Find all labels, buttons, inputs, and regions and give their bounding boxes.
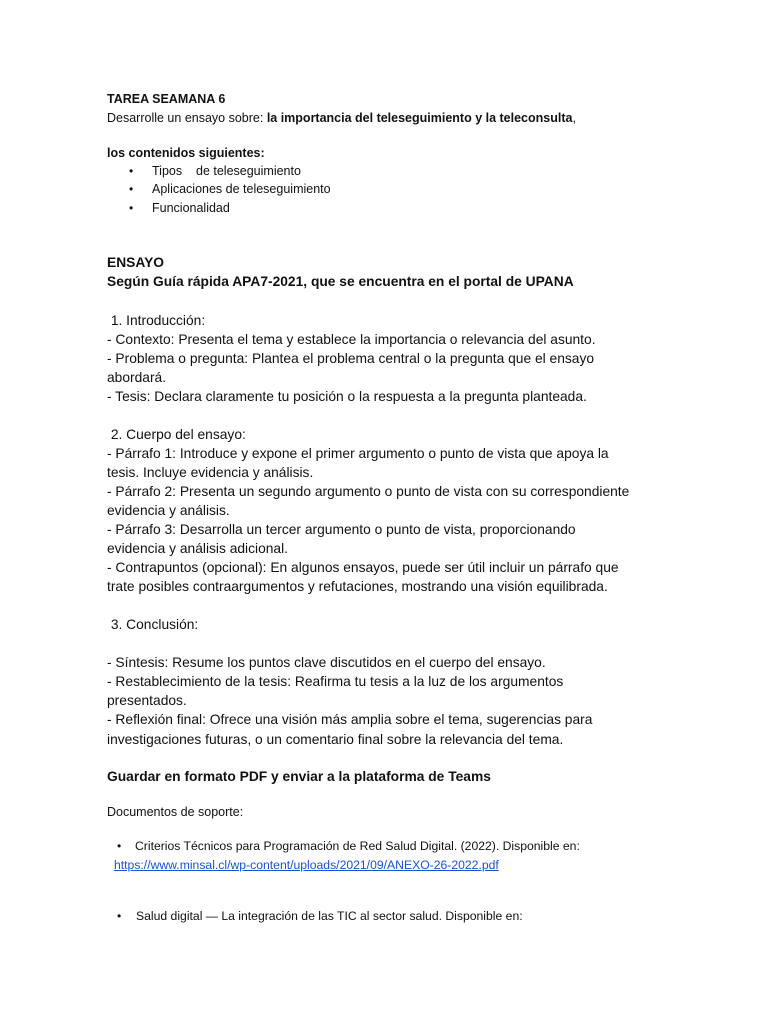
essay-line: tesis. Incluye evidencia y análisis. xyxy=(107,465,314,480)
bullet-icon: • xyxy=(117,839,122,853)
essay-line: - Tesis: Declara claramente tu posición o la respuesta a la pregunta planteada. xyxy=(107,389,587,404)
contents-item: Funcionalidad xyxy=(152,201,230,215)
essay-guide: Según Guía rápida APA7-2021, que se encuentra en el portal de UPANA xyxy=(107,274,574,289)
essay-line: - Párrafo 3: Desarrolla un tercer argumento o punto de vista, proporcionando xyxy=(107,522,576,537)
essay-line: trate posibles contraargumentos y refutaciones, mostrando una visión equilibrada. xyxy=(107,579,608,594)
bullet-icon: • xyxy=(129,201,134,215)
essay-line: - Restablecimiento de la tesis: Reafirma tu tesis a la luz de los argumentos xyxy=(107,674,564,689)
essay-line: - Problema o pregunta: Plantea el problema central o la pregunta que el ensayo xyxy=(107,351,595,366)
submit-instruction: Guardar en formato PDF y enviar a la plataforma de Teams xyxy=(107,769,491,784)
essay-title: ENSAYO xyxy=(107,255,164,270)
bullet-icon: • xyxy=(129,182,134,196)
support-item-text: Criterios Técnicos para Programación de Red Salud Digital. (2022). Disponible en: xyxy=(135,839,580,853)
section-heading-body: 2. Cuerpo del ensayo: xyxy=(107,427,246,442)
support-item-link[interactable]: https://www.minsal.cl/wp-content/uploads/2021/09/ANEXO-26-2022.pdf xyxy=(114,858,499,872)
contents-label: los contenidos siguientes: xyxy=(107,146,265,160)
essay-line: - Contexto: Presenta el tema y establece la importancia o relevancia del asunto. xyxy=(107,332,596,347)
assignment-instruction xyxy=(107,111,576,125)
essay-line: presentados. xyxy=(107,693,187,708)
bullet-icon: • xyxy=(129,164,134,178)
support-label: Documentos de soporte: xyxy=(107,805,244,819)
essay-line: - Párrafo 2: Presenta un segundo argumento o punto de vista con su correspondiente xyxy=(107,484,630,499)
essay-line: - Párrafo 1: Introduce y expone el primer argumento o punto de vista que apoya la xyxy=(107,446,609,461)
contents-item: Aplicaciones de teleseguimiento xyxy=(152,182,331,196)
essay-line: - Contrapuntos (opcional): En algunos ensayos, puede ser útil incluir un párrafo que xyxy=(107,560,619,575)
essay-line: evidencia y análisis. xyxy=(107,503,230,518)
bullet-icon: • xyxy=(117,909,122,923)
essay-line: - Reflexión final: Ofrece una visión más amplia sobre el tema, sugerencias para xyxy=(107,712,593,727)
assignment-title: TAREA SEAMANA 6 xyxy=(107,92,226,106)
contents-item: Tipos de teleseguimiento xyxy=(152,164,301,178)
essay-line: investigaciones futuras, o un comentario final sobre la relevancia del tema. xyxy=(107,732,564,747)
section-heading-conclusion: 3. Conclusión: xyxy=(107,617,199,632)
essay-line: evidencia y análisis adicional. xyxy=(107,541,288,556)
section-heading-introduction: 1. Introducción: xyxy=(107,313,206,328)
essay-line: - Síntesis: Resume los puntos clave discutidos en el cuerpo del ensayo. xyxy=(107,655,546,670)
instruction-prefix: Desarrolle un ensayo sobre: xyxy=(107,111,267,125)
instruction-suffix: , xyxy=(572,111,576,125)
support-item-text: Salud digital — La integración de las TIC al sector salud. Disponible en: xyxy=(136,909,523,923)
instruction-topic: la importancia del teleseguimiento y la teleconsulta xyxy=(266,111,573,125)
essay-line: abordará. xyxy=(107,370,167,385)
